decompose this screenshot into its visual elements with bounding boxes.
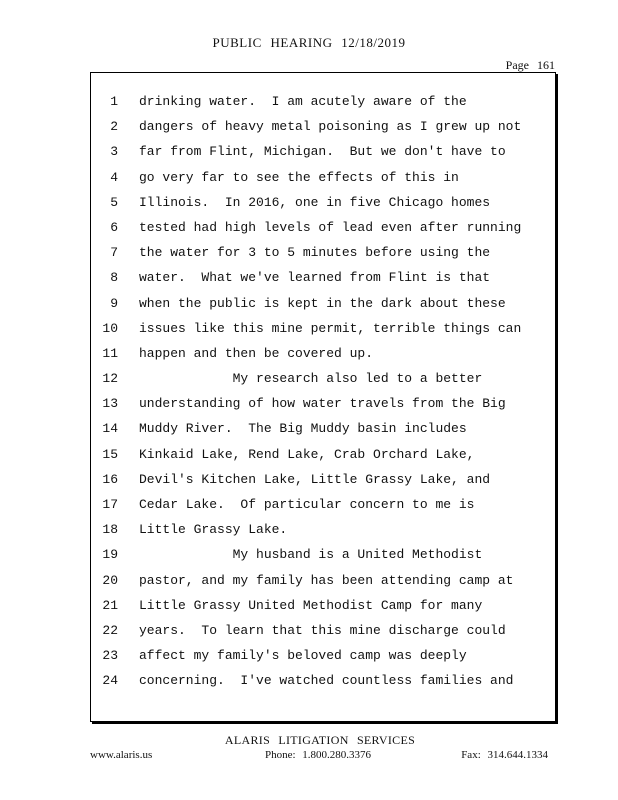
transcript-line bbox=[0, 165, 618, 190]
transcript-lines bbox=[0, 89, 618, 694]
line-text: drinking water. I am acutely aware of the bbox=[139, 94, 467, 109]
transcript-line bbox=[0, 467, 618, 492]
line-text: understanding of how water travels from the Big bbox=[139, 396, 506, 412]
line-text: Devil's Kitchen Lake, Little Grassy Lake, and bbox=[139, 471, 491, 487]
line-text: Cedar Lake. Of particular concern to me is bbox=[139, 497, 475, 512]
line-number: 18 bbox=[102, 522, 118, 538]
line-number: 1 bbox=[110, 94, 118, 109]
line-number: 16 bbox=[102, 471, 118, 487]
line-text: concerning. I've watched countless families and bbox=[139, 673, 514, 689]
line-number: 12 bbox=[102, 371, 118, 387]
transcript-line bbox=[0, 542, 618, 567]
line-number: 3 bbox=[110, 144, 118, 160]
transcript-line bbox=[0, 668, 618, 693]
line-number: 24 bbox=[102, 673, 118, 689]
line-number: 19 bbox=[102, 547, 118, 563]
transcript-line bbox=[0, 517, 618, 542]
transcript-line bbox=[0, 316, 618, 341]
transcript-line bbox=[0, 89, 618, 114]
line-number: 11 bbox=[102, 345, 118, 361]
footer-company-name: ALARIS LITIGATION SERVICES bbox=[224, 733, 416, 747]
line-text: when the public is kept in the dark about these bbox=[139, 295, 506, 311]
line-text: Kinkaid Lake, Rend Lake, Crab Orchard Lake, bbox=[139, 446, 475, 462]
line-text: years. To learn that this mine discharge could bbox=[139, 622, 506, 638]
transcript-line bbox=[0, 215, 618, 240]
line-number: 9 bbox=[110, 295, 118, 311]
line-text: affect my family's beloved camp was deeply bbox=[139, 648, 467, 664]
transcript-line bbox=[0, 291, 618, 316]
line-text: dangers of heavy metal poisoning as I grew up not bbox=[139, 119, 522, 135]
transcript-line bbox=[0, 568, 618, 593]
transcript-line bbox=[0, 265, 618, 290]
line-text: water. What we've learned from Flint is that bbox=[139, 270, 491, 286]
line-number: 23 bbox=[102, 648, 118, 664]
line-number: 5 bbox=[110, 194, 118, 210]
line-text: My research also led to a better bbox=[139, 371, 483, 387]
line-number: 7 bbox=[110, 245, 118, 261]
line-number: 14 bbox=[102, 421, 118, 437]
line-text: pastor, and my family has been attending camp at bbox=[139, 572, 514, 588]
page-header-title: PUBLIC HEARING 12/18/2019 bbox=[212, 35, 406, 50]
transcript-line bbox=[0, 442, 618, 467]
footer-website: www.alaris.us bbox=[90, 749, 153, 761]
line-text: Little Grassy United Methodist Camp for many bbox=[139, 597, 483, 613]
line-number: 8 bbox=[110, 270, 118, 286]
transcript-line bbox=[0, 618, 618, 643]
transcript-line bbox=[0, 416, 618, 441]
line-number: 15 bbox=[102, 446, 118, 462]
transcript-line bbox=[0, 240, 618, 265]
transcript-line bbox=[0, 391, 618, 416]
line-number: 21 bbox=[102, 597, 118, 613]
transcript-line bbox=[0, 190, 618, 215]
line-number: 6 bbox=[110, 219, 118, 235]
line-text: issues like this mine permit, terrible things can bbox=[139, 320, 522, 336]
transcript-line bbox=[0, 366, 618, 391]
line-text: My husband is a United Methodist bbox=[139, 547, 483, 563]
transcript-line bbox=[0, 643, 618, 668]
line-text: far from Flint, Michigan. But we don't have to bbox=[139, 144, 506, 160]
line-number: 22 bbox=[102, 622, 118, 638]
footer-phone: Phone: 1.800.280.3376 bbox=[265, 749, 372, 761]
line-number: 4 bbox=[110, 169, 118, 185]
transcript-line bbox=[0, 593, 618, 618]
transcript-line bbox=[0, 341, 618, 366]
footer-fax: Fax: 314.644.1334 bbox=[461, 749, 548, 761]
line-number: 2 bbox=[110, 119, 118, 135]
line-text: Illinois. In 2016, one in five Chicago homes bbox=[139, 194, 491, 210]
line-number: 20 bbox=[102, 572, 118, 588]
line-number: 17 bbox=[102, 497, 118, 512]
line-number: 13 bbox=[102, 396, 118, 412]
line-number: 10 bbox=[102, 320, 118, 336]
line-text: the water for 3 to 5 minutes before using the bbox=[139, 245, 491, 261]
line-text: Little Grassy Lake. bbox=[139, 522, 288, 538]
line-text: go very far to see the effects of this in bbox=[139, 169, 459, 185]
line-text: happen and then be covered up. bbox=[139, 345, 374, 361]
transcript-line bbox=[0, 114, 618, 139]
transcript-line bbox=[0, 492, 618, 517]
page-number: Page 161 bbox=[505, 58, 555, 72]
line-text: Muddy River. The Big Muddy basin includes bbox=[139, 421, 467, 437]
line-text: tested had high levels of lead even after running bbox=[139, 219, 522, 235]
transcript-line bbox=[0, 139, 618, 164]
